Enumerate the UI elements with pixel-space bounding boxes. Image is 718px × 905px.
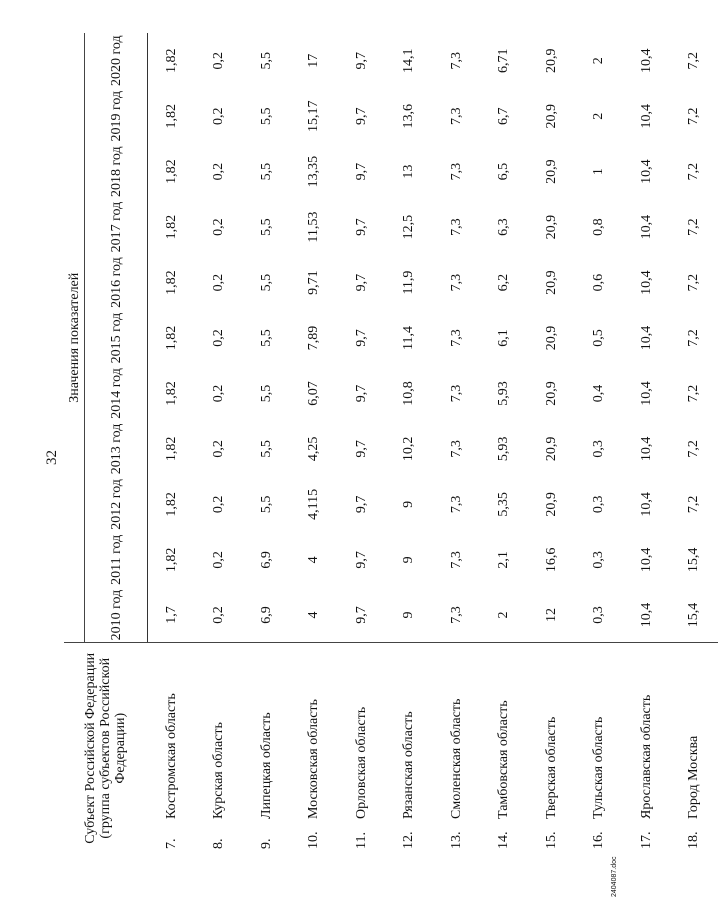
value-cell: 9,7 — [353, 162, 369, 181]
value-cell: 10,4 — [638, 270, 654, 295]
value-cell: 0,3 — [591, 606, 607, 624]
value-cell: 6,07 — [306, 381, 322, 406]
year-header: 2016 год — [85, 255, 148, 310]
table-row — [576, 33, 624, 853]
table-row — [433, 33, 481, 853]
row-number: 15. — [543, 831, 559, 849]
value-cell: 5,35 — [496, 492, 512, 517]
year-header: 2011 год — [85, 532, 148, 587]
value-cell: 7,3 — [448, 218, 464, 236]
year-header: 2013 год — [85, 421, 148, 476]
table-row — [671, 33, 718, 853]
header-row-group — [64, 33, 85, 853]
value-cell: 5,5 — [258, 329, 274, 347]
value-cell: 15,4 — [686, 602, 702, 628]
value-cell: 5,5 — [258, 51, 274, 70]
value-cell: 20,9 — [543, 159, 559, 184]
year-header: 2019 год — [85, 88, 148, 143]
value-cell: 7,2 — [686, 329, 702, 347]
year-header: 2014 год — [85, 366, 148, 421]
value-cell: 7,3 — [448, 273, 464, 292]
value-cell: 9,7 — [353, 495, 369, 514]
value-cell: 0,2 — [211, 495, 227, 514]
value-cell: 9 — [401, 500, 417, 508]
region-name: Курская область — [211, 722, 227, 819]
value-cell: 6,71 — [496, 48, 512, 73]
value-cell: 1,7 — [163, 606, 179, 624]
value-cell: 7,3 — [448, 107, 464, 125]
region-cell — [196, 643, 244, 853]
indicator-table-wrap — [64, 33, 718, 853]
value-cell: 9,7 — [353, 440, 369, 458]
row-number: 11. — [353, 832, 369, 849]
table-row — [291, 33, 339, 853]
value-cell: 2 — [496, 611, 512, 619]
year-header: 2015 год — [85, 310, 148, 365]
value-cell: 5,5 — [258, 273, 274, 292]
value-cell: 20,9 — [543, 381, 559, 406]
value-cell: 4 — [306, 556, 322, 564]
region-name: Костромская область — [163, 693, 179, 819]
region-cell — [576, 643, 624, 853]
value-cell: 9,7 — [353, 329, 369, 347]
value-cell: 9 — [401, 556, 417, 564]
value-cell: 7,2 — [686, 162, 702, 181]
value-cell: 7,2 — [686, 495, 702, 514]
value-cell: 14,1 — [401, 48, 417, 73]
region-name: Орловская область — [353, 706, 369, 819]
value-cell: 4 — [306, 611, 322, 619]
region-name: Город Москва — [686, 735, 702, 819]
table-row — [196, 33, 244, 853]
value-cell: 0,2 — [211, 273, 227, 292]
value-cell: 0,5 — [591, 329, 607, 347]
value-cell: 10,4 — [638, 381, 654, 406]
value-cell: 15,4 — [686, 547, 702, 573]
value-cell: 9,7 — [353, 218, 369, 236]
value-cell: 6,9 — [258, 551, 274, 569]
region-name: Смоленская область — [448, 698, 464, 819]
value-cell: 5,5 — [258, 107, 274, 125]
value-cell: 1,82 — [163, 103, 179, 129]
value-cell: 10,4 — [638, 492, 654, 517]
year-header: 2010 год — [85, 588, 148, 643]
value-cell: 20,9 — [543, 270, 559, 295]
value-cell: 2 — [591, 57, 607, 65]
table-row — [386, 33, 434, 853]
region-cell — [481, 643, 529, 853]
value-cell: 0,2 — [211, 51, 227, 70]
value-cell: 5,93 — [496, 436, 512, 462]
row-number: 10. — [306, 831, 322, 849]
row-number: 18. — [686, 831, 702, 849]
value-cell: 10,4 — [638, 325, 654, 351]
table-row — [481, 33, 529, 853]
year-header: 2012 год — [85, 477, 148, 532]
value-cell: 7,89 — [306, 325, 322, 351]
value-cell: 1,82 — [163, 547, 179, 573]
value-cell: 1,82 — [163, 436, 179, 462]
region-cell — [386, 643, 434, 853]
value-cell: 20,9 — [543, 103, 559, 129]
value-cell: 7,3 — [448, 51, 464, 70]
value-cell: 6,7 — [496, 107, 512, 125]
row-number: 7. — [163, 838, 179, 849]
region-name: Тульская область — [591, 716, 607, 819]
value-cell: 1 — [591, 168, 607, 176]
value-cell: 12,5 — [401, 214, 417, 240]
value-cell: 6,1 — [496, 329, 512, 347]
value-cell: 0,3 — [591, 551, 607, 569]
value-cell: 13 — [401, 164, 417, 179]
value-cell: 0,2 — [211, 162, 227, 181]
values-group-header: Значения показателей — [64, 33, 85, 643]
value-cell: 11,53 — [306, 211, 322, 243]
value-cell: 7,2 — [686, 107, 702, 125]
value-cell: 9,7 — [353, 51, 369, 70]
value-cell: 10,4 — [638, 214, 654, 240]
table-row — [338, 33, 386, 853]
value-cell: 9,7 — [353, 107, 369, 125]
value-cell: 7,3 — [448, 384, 464, 403]
table-row — [528, 33, 576, 853]
value-cell: 11,4 — [401, 326, 417, 350]
value-cell: 1,82 — [163, 381, 179, 406]
value-cell: 0,4 — [591, 384, 607, 403]
value-cell: 0,2 — [211, 329, 227, 347]
value-cell: 9 — [401, 611, 417, 619]
value-cell: 7,2 — [686, 51, 702, 70]
row-number: 13. — [448, 831, 464, 849]
value-cell: 20,9 — [543, 214, 559, 240]
region-cell — [243, 643, 291, 853]
year-header: 2020 год — [85, 33, 148, 88]
value-cell: 12 — [543, 608, 559, 623]
table-row — [243, 33, 291, 853]
value-cell: 5,5 — [258, 495, 274, 514]
value-cell: 10,2 — [401, 436, 417, 462]
value-cell: 7,2 — [686, 273, 702, 292]
value-cell: 10,4 — [638, 436, 654, 462]
value-cell: 0,2 — [211, 384, 227, 403]
row-number: 17. — [638, 831, 654, 849]
value-cell: 5,93 — [496, 381, 512, 406]
region-cell — [528, 643, 576, 853]
value-cell: 6,9 — [258, 606, 274, 624]
value-cell: 13,35 — [306, 155, 322, 188]
value-cell: 7,2 — [686, 218, 702, 236]
value-cell: 6,2 — [496, 273, 512, 292]
table-row — [148, 33, 196, 853]
value-cell: 20,9 — [543, 48, 559, 73]
value-cell: 16,6 — [543, 547, 559, 573]
region-name: Липецкая область — [258, 712, 274, 819]
value-cell: 7,3 — [448, 440, 464, 458]
value-cell: 0,8 — [591, 218, 607, 236]
value-cell: 7,3 — [448, 606, 464, 624]
document-id: 2404087.doc — [611, 856, 618, 897]
value-cell: 9,71 — [306, 270, 322, 295]
value-cell: 1,82 — [163, 492, 179, 517]
region-cell — [623, 643, 671, 853]
table-body — [148, 33, 718, 853]
row-number: 8. — [211, 838, 227, 849]
value-cell: 7,3 — [448, 162, 464, 181]
value-cell: 20,9 — [543, 492, 559, 517]
value-cell: 0,2 — [211, 551, 227, 569]
value-cell: 0,2 — [211, 440, 227, 458]
value-cell: 11,9 — [401, 270, 417, 295]
value-cell: 0,3 — [591, 495, 607, 514]
region-name: Тамбовская область — [496, 700, 512, 819]
table-row — [623, 33, 671, 853]
value-cell: 7,3 — [448, 495, 464, 514]
value-cell: 9,7 — [353, 606, 369, 624]
indicator-table — [64, 33, 718, 853]
value-cell: 10,8 — [401, 381, 417, 406]
row-number: 16. — [591, 831, 607, 849]
value-cell: 1,82 — [163, 325, 179, 351]
value-cell: 5,5 — [258, 384, 274, 403]
value-cell: 10,4 — [638, 547, 654, 573]
value-cell: 7,3 — [448, 551, 464, 569]
value-cell: 10,4 — [638, 48, 654, 73]
value-cell: 13,6 — [401, 103, 417, 129]
region-name: Ярославская область — [638, 694, 654, 819]
value-cell: 1,82 — [163, 270, 179, 295]
value-cell: 0,6 — [591, 273, 607, 292]
value-cell: 9,7 — [353, 384, 369, 403]
value-cell: 1,82 — [163, 48, 179, 73]
value-cell: 0,2 — [211, 107, 227, 125]
value-cell: 5,5 — [258, 440, 274, 458]
value-cell: 7,2 — [686, 440, 702, 458]
value-cell: 20,9 — [543, 436, 559, 462]
region-name: Московская область — [306, 699, 322, 819]
region-name: Рязанская область — [401, 711, 417, 819]
value-cell: 10,4 — [638, 103, 654, 129]
value-cell: 0,2 — [211, 606, 227, 624]
value-cell: 9,7 — [353, 551, 369, 569]
region-cell — [338, 643, 386, 853]
row-number: 14. — [496, 831, 512, 849]
subject-header: Субъект Российской Федерации (группа субъектов Российской Федерации) — [64, 643, 148, 853]
row-number: 12. — [401, 831, 417, 849]
page-number: 32 — [44, 450, 60, 465]
region-cell — [433, 643, 481, 853]
region-cell — [671, 643, 718, 853]
region-cell — [148, 643, 196, 853]
value-cell: 1,82 — [163, 214, 179, 240]
value-cell: 4,25 — [306, 436, 322, 462]
value-cell: 9,7 — [353, 273, 369, 292]
value-cell: 7,2 — [686, 384, 702, 403]
value-cell: 1,82 — [163, 159, 179, 184]
value-cell: 17 — [306, 53, 322, 68]
value-cell: 7,3 — [448, 329, 464, 347]
value-cell: 20,9 — [543, 325, 559, 351]
region-cell — [291, 643, 339, 853]
value-cell: 6,5 — [496, 162, 512, 181]
year-header: 2018 год — [85, 144, 148, 199]
value-cell: 4,115 — [306, 488, 322, 520]
value-cell: 6,3 — [496, 218, 512, 236]
value-cell: 10,4 — [638, 159, 654, 184]
value-cell: 2 — [591, 112, 607, 120]
year-header: 2017 год — [85, 199, 148, 254]
value-cell: 5,5 — [258, 218, 274, 236]
value-cell: 0,3 — [591, 440, 607, 458]
value-cell: 2,1 — [496, 551, 512, 569]
value-cell: 15,17 — [306, 100, 322, 132]
row-number: 9. — [258, 838, 274, 849]
region-name: Тверская область — [543, 716, 559, 819]
value-cell: 10,4 — [638, 602, 654, 628]
value-cell: 5,5 — [258, 162, 274, 181]
value-cell: 0,2 — [211, 218, 227, 236]
